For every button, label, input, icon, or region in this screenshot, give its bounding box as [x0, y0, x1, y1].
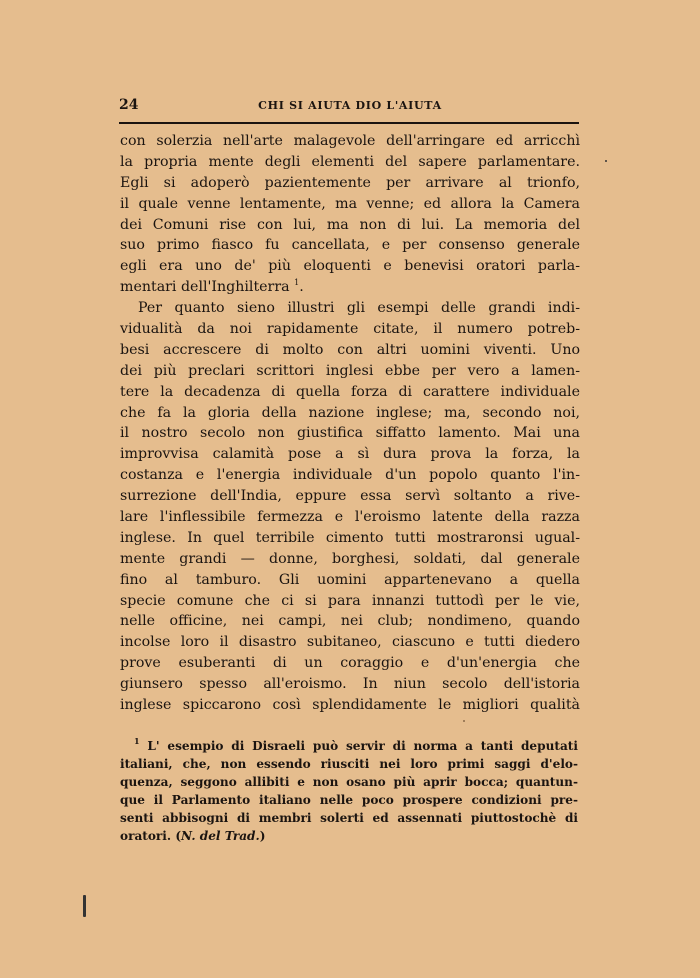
text-line: vidualità da noi rapidamente citate, il numero potreb- — [120, 321, 580, 338]
margin-speck — [463, 720, 465, 722]
footnote-first-line — [120, 737, 578, 755]
text-line: giunsero spesso all'eroismo. In niun secolo dell'istoria — [120, 676, 580, 693]
text-line: costanza e l'energia individuale d'un popolo quanto l'in- — [120, 467, 580, 484]
paragraph-end-line: mentari dell'Inghilterra $^1$. — [120, 278, 304, 296]
text-line: improvvisa calamità pose a sì dura prova la forza, la — [120, 446, 580, 463]
text-line: tere la decadenza di quella forza di carattere individuale — [120, 383, 580, 400]
text-line: surrezione dell'India, eppure essa servì soltanto a rive- — [120, 488, 580, 505]
text-line: prove esuberanti di un coraggio e d'un'energia che — [120, 655, 580, 672]
binding-mark — [83, 895, 86, 917]
text-line: Per quanto sieno illustri gli esempi delle grandi indi- — [138, 300, 580, 317]
body-text — [120, 131, 580, 716]
text-line: specie comune che ci si para innanzi tuttodì per le vie, — [120, 592, 580, 609]
text-line: fino al tamburo. Gli uomini appartenevano a quella — [120, 571, 580, 588]
text-line: inglese spiccarono così splendidamente le migliori qualità — [120, 697, 580, 714]
header-rule — [119, 122, 579, 124]
margin-speck — [605, 160, 607, 162]
footnote-line: que il Parlamento italiano nelle poco prospere condizioni pre- — [120, 793, 578, 807]
running-title: CHI SI AIUTA DIO L'AIUTA — [258, 99, 442, 112]
text-line: mentari dell'Inghilterra — [120, 279, 290, 296]
text-line: egli era uno de' più eloquenti e benevisi oratori parla- — [120, 258, 580, 275]
text-line: il quale venne lentamente, ma venne; ed allora la Camera — [120, 195, 580, 212]
text-line: Egli si adoperò pazientemente per arrivare al trionfo, — [120, 174, 580, 191]
footnote-line: quenza, seggono allibiti e non osano più aprir bocca; quantun- — [120, 775, 578, 789]
text-line: nelle officine, nei campi, nei club; nondimeno, quando — [120, 613, 580, 630]
text-line: che fa la gloria della nazione inglese; ma, secondo noi, — [120, 404, 580, 421]
footnote-line: L' esempio di Disraeli può servir di norma a tanti deputati — [147, 739, 578, 753]
footnote-line: senti abbisogni di membri solerti ed assennati piuttostochè di — [120, 811, 578, 825]
text-line: incolse loro il disastro subitaneo, ciascuno e tutti diedero — [120, 634, 580, 651]
text-line: suo primo fiasco fu cancellata, e per consenso generale — [120, 237, 580, 254]
footnote-line: italiani, che, non essendo riusciti nei loro primi saggi d'elo- — [120, 757, 578, 771]
page-number: 24 — [119, 97, 139, 113]
text-line: mente grandi — donne, borghesi, soldati, dal generale — [120, 550, 580, 567]
footnote-text: ) — [259, 829, 266, 843]
translator-note: N. del Trad. — [181, 829, 260, 843]
text-line: dei Comuni rise con lui, ma non di lui. La memoria del — [120, 216, 580, 233]
text-line: dei più preclari scrittori inglesi ebbe per vero a lamen- — [120, 362, 580, 379]
text-line: il nostro secolo non giustifica siffatto lamento. Mai una — [120, 425, 580, 442]
footnote-text: oratori. ( — [120, 829, 182, 843]
text-line: inglese. In quel terribile cimento tutti mostraronsi ugual- — [120, 529, 580, 546]
text-line: con solerzia nell'arte malagevole dell'arringare ed arricchì — [120, 133, 580, 149]
footnote-marker: 1 — [134, 736, 140, 746]
running-header — [119, 97, 581, 117]
footnote — [120, 737, 578, 845]
footnote-last-line — [120, 827, 578, 845]
text-line: lare l'inflessibile fermezza e l'eroismo latente della razza — [120, 509, 580, 526]
text-line: besi accrescere di molto con altri uomini viventi. Uno — [120, 341, 580, 358]
text-line: la propria mente degli elementi del sapere parlamentare. — [120, 153, 580, 170]
footnote-reference: 1 — [294, 278, 300, 288]
